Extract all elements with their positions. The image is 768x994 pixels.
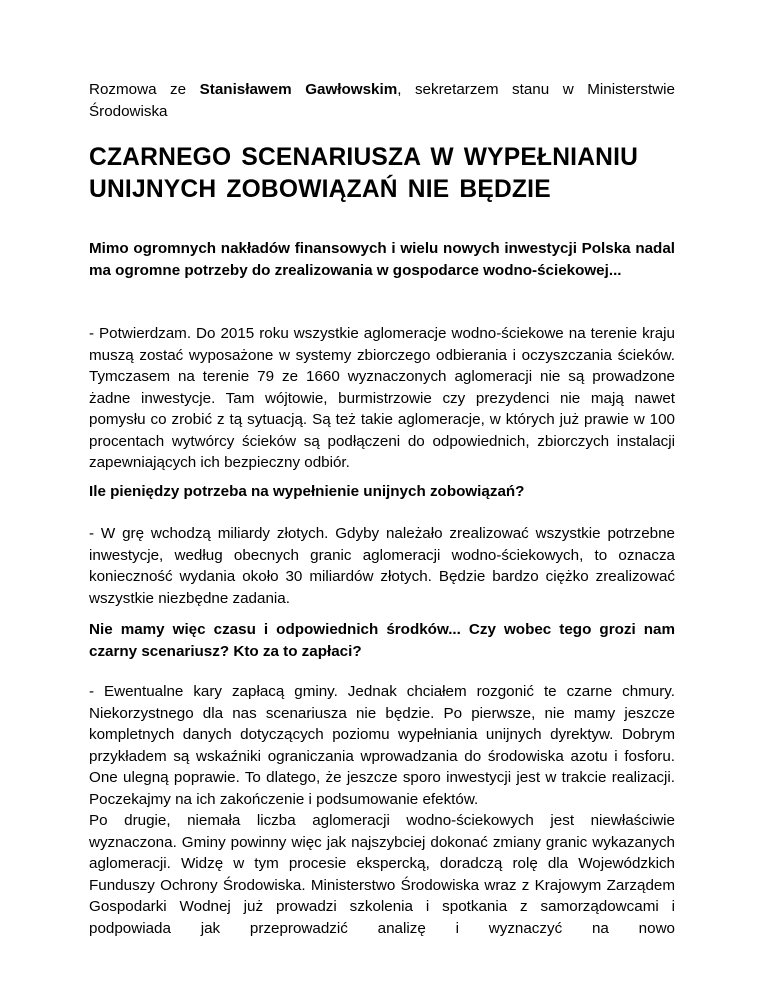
interviewee-name: Stanisławem Gawłowskim: [199, 81, 398, 98]
intro-suffix: , sekretarzem stanu w Ministerstwie Środowiska: [89, 81, 676, 120]
lead-question: Mimo ogromnych nakładów finansowych i wielu nowych inwestycji Polska nadal ma ogromne potrzeby do zrealizowania w gospodarce wodno-ściekowej...: [89, 240, 675, 279]
answer-3-part-2: Po drugie, niemała liczba aglomeracji wodno-ściekowych jest niewłaściwie wyznaczona. Gminy powinny więc jak najszybciej dokonać zmiany granic wykazanych aglomeracji. Widzę w tym procesie ekspercką, doradczą rolę dla Wojewódzkich Funduszy Ochrony Środowiska. Ministerstwo Środowiska wraz z Krajowym Zarządem Gospodarki Wodnej już prowadzi szkolenia i spotkania z samorządowcami i podpowiada jak przeprowadzić analizę i wyznaczyć na nowo: [89, 812, 675, 937]
answer-3-part-1: - Ewentualne kary zapłacą gminy. Jednak chciałem rozgonić te czarne chmury. Niekorzystnego dla nas scenariusza nie będzie. Po pierwsze, nie mamy jeszcze kompletnych danych dotyczących poziomu wypełniania unijnych dyrektyw. Dobrym przykładem są wskaźniki ograniczania wprowadzania do środowiska azotu i fosforu. One ulegną poprawie. To dlatego, że jeszcze sporo inwestycji jest w trakcie realizacji. Poczekajmy na ich zakończenie i podsumowanie efektów.: [89, 683, 675, 808]
title-line-1: CZARNEGO SCENARIUSZA W WYPEŁNIANIU: [89, 144, 639, 171]
question-3: Nie mamy więc czasu i odpowiednich środków... Czy wobec tego grozi nam czarny scenariusz? Kto za to zapłaci?: [89, 621, 675, 660]
intro-prefix: Rozmowa ze: [89, 81, 187, 98]
article-title: [89, 142, 689, 206]
intro-line: [89, 79, 675, 122]
answer-1: - Potwierdzam. Do 2015 roku wszystkie aglomeracje wodno-ściekowe na terenie kraju muszą zostać wyposażone w systemy zbiorczego odbierania i oczyszczania ścieków. Tymczasem na terenie 79 ze 1660 wyznaczonych aglomeracji nie są prowadzone żadne inwestycje. Tam wójtowie, burmistrzowie czy prezydenci nie mają nawet pomysłu co zrobić z tą sytuacją. Są też takie aglomeracje, w których już prawie w 100 procentach wytwórcy ścieków są podłączeni do odpowiednich, zbiorczych instalacji zapewniających ich bezpieczny odbiór.: [89, 325, 675, 471]
title-line-2: UNIJNYCH ZOBOWIĄZAŃ NIE BĘDZIE: [89, 176, 551, 203]
question-2: Ile pieniędzy potrzeba na wypełnienie unijnych zobowiązań?: [89, 483, 525, 500]
answer-2: - W grę wchodzą miliardy złotych. Gdyby należało zrealizować wszystkie potrzebne inwestycje, według obecnych granic aglomeracji wodno-ściekowych, to oznacza konieczność wydania około 30 miliardów złotych. Będzie bardzo ciężko zrealizować wszystkie niezbędne zadania.: [89, 525, 675, 607]
